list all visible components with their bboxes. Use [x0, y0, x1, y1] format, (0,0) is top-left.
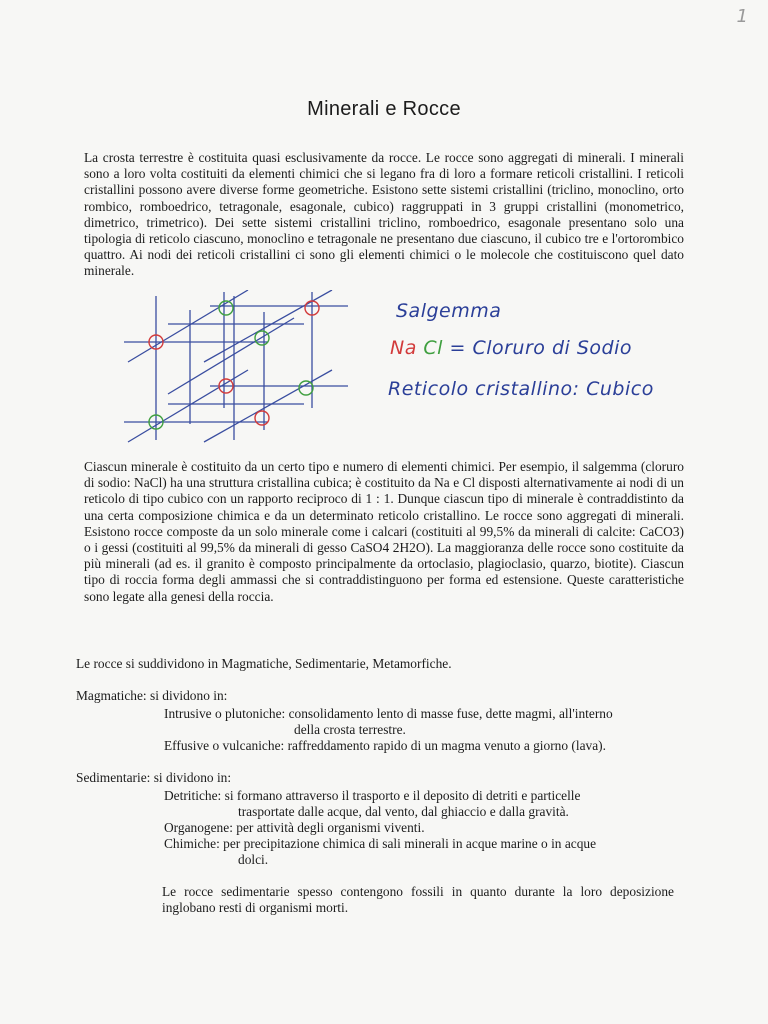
chimiche-text: Chimiche: per precipitazione chimica di sali minerali in acque marine o in acque — [164, 836, 597, 851]
intrusive-continuation: della crosta terrestre. — [294, 722, 406, 737]
classification-line: Le rocce si suddividono in Magmatiche, Sedimentarie, Metamorfiche. — [76, 656, 452, 671]
organogene-entry: Organogene: per attività degli organismi viventi. — [164, 820, 425, 835]
page-title: Minerali e Rocce — [307, 98, 461, 120]
sodium-label: Na — [390, 337, 417, 359]
detritiche-text: Detritiche: si formano attraverso il trasporto e il deposito di detriti e particelle — [164, 788, 581, 803]
detritiche-entry — [164, 788, 674, 820]
intrusive-entry — [164, 706, 674, 738]
chimiche-continuation: dolci. — [238, 852, 269, 867]
chimiche-entry — [164, 836, 674, 868]
chlorine-label: Cl — [423, 337, 443, 359]
handwritten-lattice-type: Reticolo cristallino: Cubico — [388, 378, 654, 400]
detritiche-continuation: trasportate dalle acque, dal vento, dal ghiaccio e dalla gravità. — [238, 804, 569, 819]
page-number: 1 — [736, 6, 748, 27]
body-paragraph: Ciascun minerale è costituito da un certo tipo e numero di elementi chimici. Per esempio, il salgemma (cloruro di sodio: NaCl) ha una struttura cristallina cubica; è costituito da Na e Cl disposti alternativamente ai nodi di un reticolo di tipo cubico con un rapporto reciproco di 1 : 1. Dunque ciascun tipo di minerale è contraddistinto da una certa composizione chimica e da un determinato reticolo cristallino. Le rocce sono aggregati di minerali. Esistono rocce composte da un solo minerale come i calcari (costituiti al 99,5% da minerali di calcite: CaCO3) o i gessi (costituiti al 99,5% da minerali di gesso CaSO4 2H2O). La maggioranza delle rocce sono costituite da più minerali (ad es. il granito è composto principalmente da ortoclasio, plagioclasio, quarzo, biotite). Ciascun tipo di roccia forma degli ammassi che si contraddistinguono per forma ed estensione. Queste caratteristiche sono legate alla genesi della roccia. — [84, 459, 684, 604]
formula-name: = Cloruro di Sodio — [442, 337, 632, 359]
effusive-entry: Effusive o vulcaniche: raffreddamento rapido di un magma venuto a giorno (lava). — [164, 738, 606, 753]
magmatiche-heading: Magmatiche: si dividono in: — [76, 688, 228, 703]
handwritten-salgemma: Salgemma — [396, 300, 502, 322]
handwritten-formula — [390, 337, 632, 359]
cubic-lattice-diagram — [118, 290, 358, 450]
intro-paragraph: La crosta terrestre è costituita quasi esclusivamente da rocce. Le rocce sono aggregati di minerali. I minerali sono a loro volta costituiti da elementi chimici che si legano fra di loro a formare reticoli cristallini. I reticoli cristallini possono avere diverse forme geometriche. Esistono sette sistemi cristallini (triclino, monoclino, orto rombico, romboedrico, tetragonale, esagonale, cubico) raggruppati in 3 gruppi cristallini (monometrico, dimetrico, trimetrico). Dei sette sistemi cristallini triclino, romboedrico, esagonale presentano solo una tipologia di reticolo ciascuno, monoclino e tetragonale ne presentano due ciascuno, il cubico tre e l'ortorombico quattro. Ai nodi dei reticoli cristallini ci sono gli elementi chimici o le molecole che costituiscono quel dato minerale. — [84, 150, 684, 279]
intrusive-text: Intrusive o plutoniche: consolidamento lento di masse fuse, dette magmi, all'interno — [164, 706, 613, 721]
sedimentarie-heading: Sedimentarie: si dividono in: — [76, 770, 232, 785]
fossili-paragraph: Le rocce sedimentarie spesso contengono fossili in quanto durante la loro deposizione inglobano resti di organismi morti. — [162, 884, 674, 915]
